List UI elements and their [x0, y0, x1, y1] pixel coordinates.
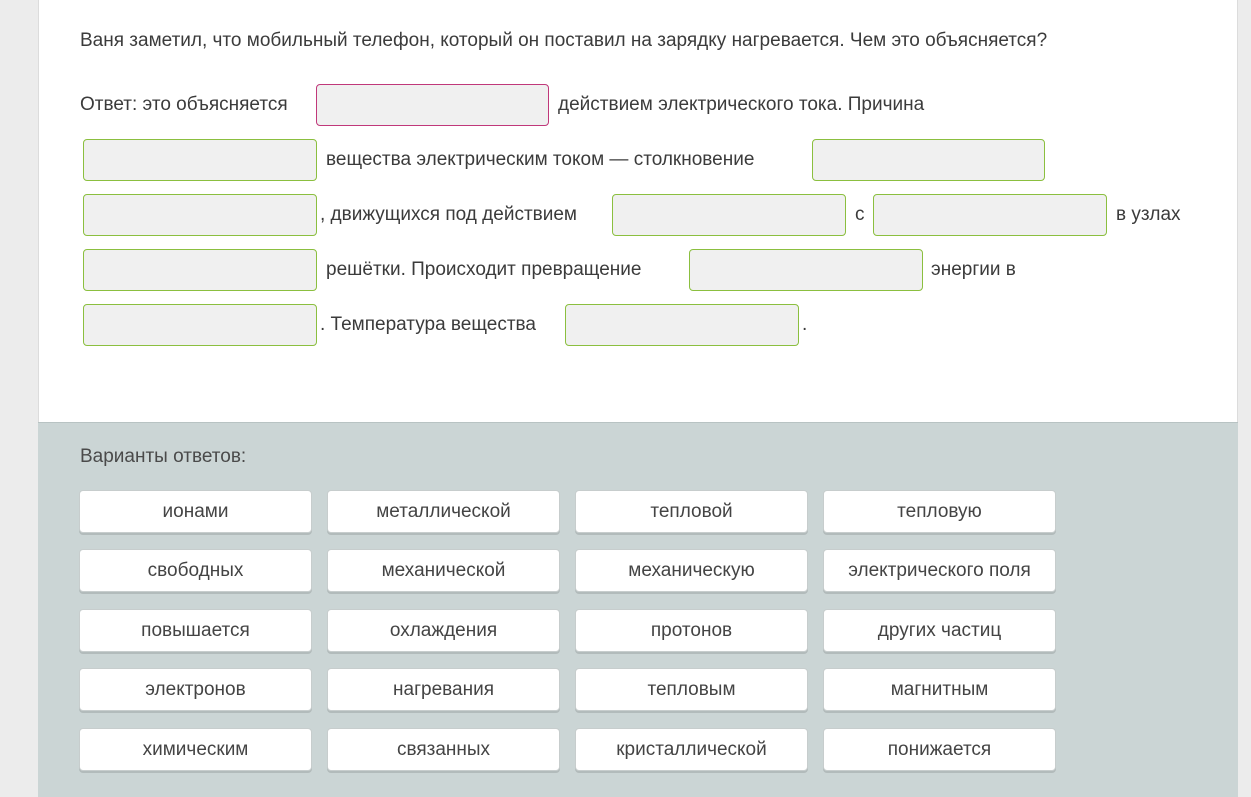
option-chip[interactable]: ионами	[79, 490, 312, 533]
answer-text-10: .	[802, 314, 808, 335]
option-chip[interactable]: протонов	[575, 609, 808, 652]
blank-10[interactable]	[565, 304, 799, 346]
option-chip[interactable]: тепловую	[823, 490, 1056, 533]
option-chip[interactable]: механической	[327, 549, 560, 592]
blank-9[interactable]	[83, 304, 317, 346]
option-chip[interactable]: электрического поля	[823, 549, 1056, 592]
option-chip[interactable]: других частиц	[823, 609, 1056, 652]
option-chip[interactable]: механическую	[575, 549, 808, 592]
blank-6[interactable]	[873, 194, 1107, 236]
answer-text-9: . Температура вещества	[320, 314, 536, 335]
answer-text-4: , движущихся под действием	[320, 204, 577, 225]
answer-text-5: с	[855, 204, 865, 225]
option-chip[interactable]: охлаждения	[327, 609, 560, 652]
blank-7[interactable]	[83, 249, 317, 291]
blank-8[interactable]	[689, 249, 923, 291]
option-chip[interactable]: электронов	[79, 668, 312, 711]
option-chip[interactable]: понижается	[823, 728, 1056, 771]
option-chip[interactable]: металлической	[327, 490, 560, 533]
option-chip[interactable]: свободных	[79, 549, 312, 592]
answer-text-6: в узлах	[1116, 204, 1181, 225]
answer-text-3: вещества электрическим током — столкновение	[326, 149, 755, 170]
option-chip[interactable]: магнитным	[823, 668, 1056, 711]
answer-text-1: Ответ: это объясняется	[80, 94, 288, 115]
option-chip[interactable]: тепловой	[575, 490, 808, 533]
option-chip[interactable]: нагревания	[327, 668, 560, 711]
blank-5[interactable]	[612, 194, 846, 236]
question-text: Ваня заметил, что мобильный телефон, который он поставил на зарядку нагревается. Чем это объясняется?	[80, 30, 1048, 51]
option-chip[interactable]: кристаллической	[575, 728, 808, 771]
options-title: Варианты ответов:	[80, 446, 247, 467]
option-chip[interactable]: химическим	[79, 728, 312, 771]
blank-3[interactable]	[812, 139, 1045, 181]
answer-text-8: энергии в	[931, 259, 1016, 280]
answer-text-2: действием электрического тока. Причина	[558, 94, 925, 115]
blank-1[interactable]	[316, 84, 549, 126]
option-chip[interactable]: тепловым	[575, 668, 808, 711]
option-chip[interactable]: связанных	[327, 728, 560, 771]
blank-2[interactable]	[83, 139, 317, 181]
option-chip[interactable]: повышается	[79, 609, 312, 652]
answer-text-7: решётки. Происходит превращение	[326, 259, 642, 280]
blank-4[interactable]	[83, 194, 317, 236]
